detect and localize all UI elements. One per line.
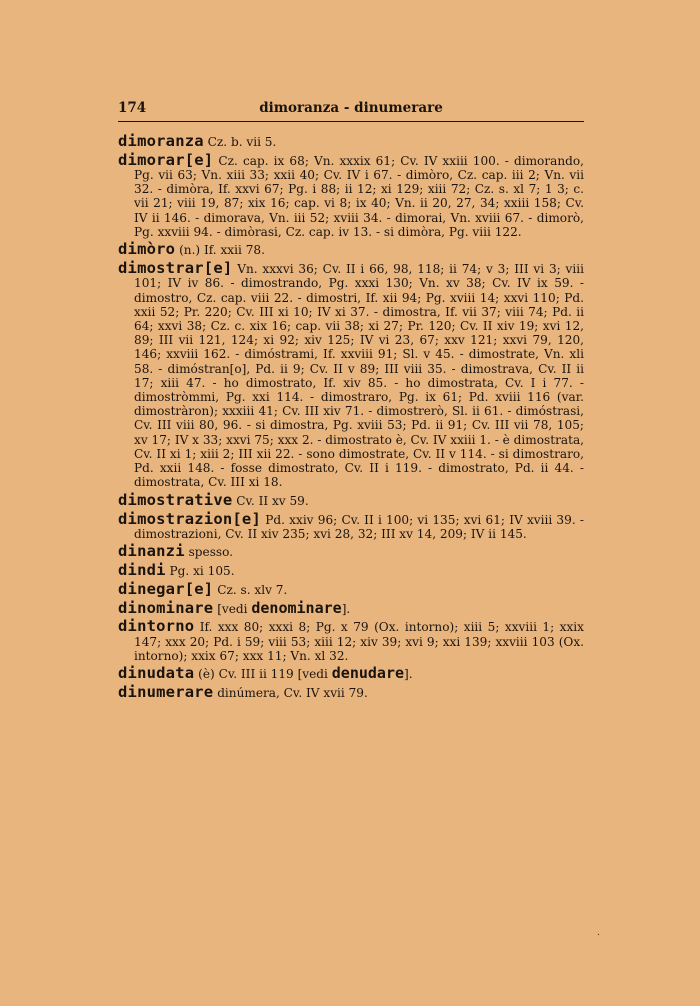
entry-headword: dimoranza	[118, 132, 204, 150]
cross-reference: denominare	[251, 598, 342, 617]
dictionary-entry	[118, 134, 584, 149]
entry-headword: dimostrazion[e]	[118, 509, 261, 528]
entry-headword: dinudata	[118, 664, 195, 683]
cross-reference: denudare	[331, 664, 405, 683]
dictionary-entry	[118, 150, 584, 239]
dictionary-entry	[118, 579, 584, 598]
entry-text: Cv. II xv 59.	[236, 493, 309, 508]
dictionary-entry	[118, 619, 584, 663]
entry-list	[118, 134, 584, 700]
dictionary-entry	[118, 242, 584, 257]
entry-headword: dinumerare	[118, 683, 214, 702]
entry-text: Pg. xi 105.	[169, 564, 235, 579]
dictionary-entry	[118, 598, 584, 617]
entry-headword: dimòro	[118, 240, 176, 259]
dictionary-entry	[118, 509, 584, 541]
entry-closing: ].	[404, 667, 413, 682]
page-number: 174	[118, 100, 147, 116]
entry-text: [vedi	[217, 601, 248, 616]
entry-text: spesso.	[188, 545, 234, 560]
running-title: dimoranza - dinumerare	[259, 100, 443, 116]
corner-mark: .	[597, 928, 600, 938]
entry-text: If. xxx 80; xxxi 8; Pg. x 79 (Ox. intorno); xiii 5; xxviii 1; xxix 147; xxx 20; Pd. i 59; viii 53; xiii 12; xiv 39; xvi 9; xxi 139; xxviii 103 (Ox. intorno); xxix 67; xxx 11; Vn. xl 32.	[134, 620, 584, 663]
dictionary-entry	[118, 666, 584, 681]
header-rule	[118, 121, 584, 122]
entry-headword: dinanzi	[118, 542, 185, 561]
entry-headword: dintorno	[118, 617, 195, 636]
entry-text: Cz. s. xlv 7.	[217, 582, 288, 597]
entry-text: (è) Cv. III ii 119 [vedi	[198, 667, 328, 682]
entry-text: (n.) If. xxii 78.	[179, 243, 265, 258]
dictionary-entry	[118, 261, 584, 489]
entry-headword: dimostrative	[118, 490, 233, 509]
entry-text: dinúmera, Cv. IV xvii 79.	[217, 686, 368, 701]
entry-text: Pd. xxiv 96; Cv. II i 100; vi 135; xvi 61; IV xviii 39. - dimostrazioni, Cv. II xiv 235; xvi 28, 32; III xv 14, 209; IV ii 145.	[134, 512, 584, 541]
dictionary-page	[118, 96, 584, 704]
entry-headword: dinegar[e]	[118, 579, 214, 598]
entry-closing: ].	[341, 601, 351, 616]
entry-headword: dimorar[e]	[118, 150, 214, 169]
dictionary-entry	[118, 685, 584, 700]
entry-headword: dimostrar[e]	[118, 259, 233, 278]
dictionary-entry	[118, 563, 584, 578]
page-header	[118, 96, 584, 118]
dictionary-entry	[118, 544, 584, 559]
entry-headword: dinominare	[118, 598, 214, 617]
entry-text: Cz. b. vii 5.	[207, 135, 277, 149]
entry-headword: dindi	[118, 561, 166, 580]
entry-text: Vn. xxxvi 36; Cv. II i 66, 98, 118; ii 74; v 3; III vi 3; viii 101; IV iv 86. - dimostrando, Pg. xxxi 130; Vn. xv 38; Cv. IV ix 59. - dimostro, Cz. cap. viii 22. - dimostri, If. xii 94; Pg. xviii 14; xxvi 110; Pd. xxii 52; Pr. 220; Cv. III xi 10; IV xi 37. - dimostra, If. vii 37; viii 74; Pd. ii 64; xxvi 38; Cz. c. xix 16; cap. vii 38; xi 27; Pr. 120; Cv. II xiv 19; xvi 12, 89; III vii 121, 124; xi 92; xiv 125; IV vi 23, 67; xxv 121; xxvi 79, 120, 146; xxviii 162. - dimóstrami, If. xxviii 91; Sl. v 45. - dimostrate, Vn. xli 58. - dimóstran[o], Pd. ii 9; Cv. II v 89; III viii 35. - dimostrava, Cv. II ii 17; xiii 47. - ho dimostrato, If. xiv 85. - ho dimostrata, Cv. I i 77. - dimostròmmi, Pg. xxi 114. - dimostraro, Pg. ix 61; Pd. xviii 116 (var. dimostràron); xxxiii 41; Cv. III xiv 71. - dimostrerò, Sl. ii 61. - dimóstrasi, Cv. III viii 80, 96. - si dimostra, Pg. xviii 53; Pd. ii 91; Cv. III vii 78, 105; xv 17; IV x 33; xxvi 75; xxx 2. - dimostrato è, Cv. IV xxiii 1. - è dimostrata, Cv. II xi 1; xiii 2; III xii 22. - sono dimostrate, Cv. II v 114. - si dimostraro, Pd. xxii 148. - fosse dimostrato, Cv. II i 119. - dimostrato, Pd. ii 44. - dimostrata, Cv. III xi 18.	[134, 262, 584, 490]
entry-text: Cz. cap. ix 68; Vn. xxxix 61; Cv. IV xxiii 100. - dimorando, Pg. vii 63; Vn. xiii 33; xxii 40; Cv. IV i 67. - dimòro, Cz. cap. iii 2; Vn. vii 32. - dimòra, If. xxvi 67; Pg. i 88; ii 12; xi 129; xiii 72; Cz. s. xl 7; 1 3; c. vii 21; viii 19, 87; xix 16; cap. vi 8; ix 40; Vn. ii 20, 27, 34; xxiii 158; Cv. IV ii 146. - dimorava, Vn. iii 52; xviii 34. - dimorai, Vn. xviii 67. - dimorò, Pg. xxviii 94. - dimòrasi, Cz. cap. iv 13. - si dimòra, Pg. viii 122.	[134, 153, 584, 239]
dictionary-entry	[118, 490, 584, 509]
